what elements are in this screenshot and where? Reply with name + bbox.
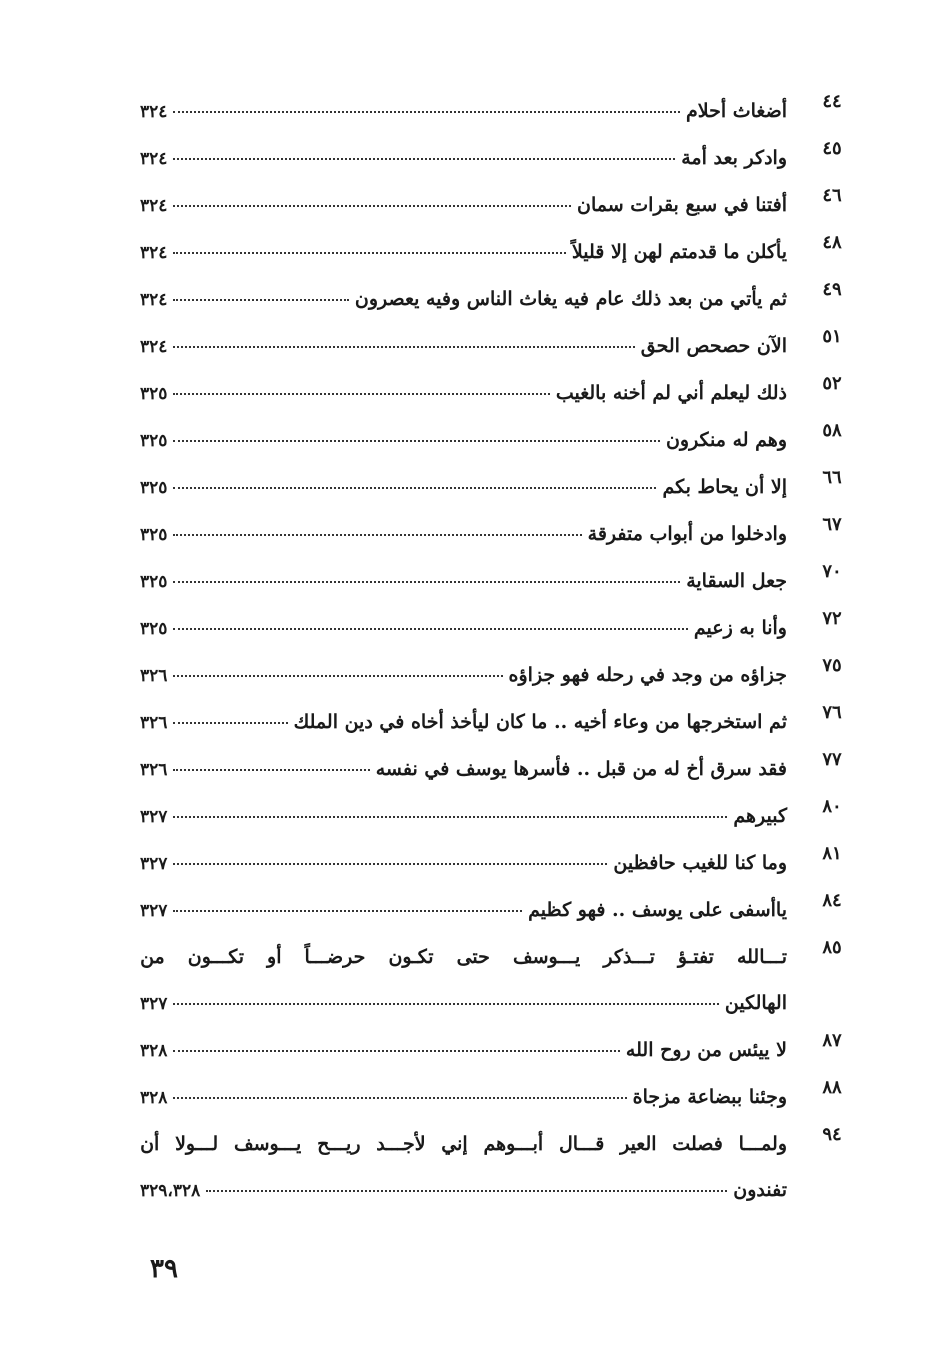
entry-title: أضغاث أحلام — [686, 100, 787, 122]
dot-leader — [173, 769, 369, 771]
entry-word: أن — [140, 1133, 160, 1155]
entry-word: أبـــوهم — [483, 1133, 544, 1155]
entry-word: تـــذكر — [603, 946, 655, 968]
verse-number: ٧٥ — [822, 655, 842, 676]
dot-leader — [173, 722, 287, 724]
page-reference: ٣٢٨ — [140, 1041, 168, 1061]
index-entry — [140, 693, 852, 740]
entry-line — [140, 887, 787, 921]
page-reference: ٣٢٧ — [140, 807, 168, 827]
entry-word: ريـــح — [317, 1133, 361, 1155]
dot-leader — [173, 1050, 620, 1052]
index-entry — [140, 552, 852, 599]
entry-line — [140, 980, 787, 1014]
entry-title: فقد سرق أخ له من قبل .. فأسرها يوسف في نفسه — [375, 758, 787, 780]
entry-line — [140, 229, 787, 263]
verse-number: ٦٦ — [822, 467, 842, 488]
index-entry — [140, 82, 852, 129]
page-reference: ٣٢٦ — [140, 760, 168, 780]
dot-leader — [206, 1190, 727, 1192]
entry-title: أفتنا في سبع بقرات سمان — [577, 194, 787, 216]
page-reference: ٣٢٧ — [140, 854, 168, 874]
entry-title: وادكر بعد أمة — [681, 147, 787, 169]
page-reference: ٣٢٥ — [140, 384, 168, 404]
dot-leader — [173, 863, 607, 865]
verse-number: ٨١ — [822, 843, 842, 864]
page-reference: ٣٢٨ — [140, 1088, 168, 1108]
entry-word: يـــوسف — [233, 1133, 302, 1155]
verse-number: ٨٥ — [822, 937, 842, 958]
dot-leader — [173, 628, 687, 630]
verse-number: ٤٨ — [822, 232, 842, 253]
entry-line — [140, 699, 787, 733]
dot-leader — [173, 205, 571, 207]
entry-word: لـــولا — [175, 1133, 219, 1155]
index-entry — [140, 317, 852, 364]
entry-word: العير — [620, 1133, 657, 1155]
page-reference: ٣٢٤ — [140, 290, 168, 310]
entry-word: ولمـــا — [738, 1133, 787, 1155]
dot-leader — [173, 346, 634, 348]
entry-line — [140, 135, 787, 169]
entry-title: وادخلوا من أبواب متفرقة — [587, 523, 787, 545]
page-reference: ٣٢٤ — [140, 149, 168, 169]
dot-leader — [173, 1097, 626, 1099]
entry-line — [140, 605, 787, 639]
entry-title-line2: الهالكين — [724, 992, 787, 1014]
page-reference: ٣٢٥ — [140, 525, 168, 545]
verse-number: ٧٠ — [822, 561, 842, 582]
entry-title: جزاؤه من وجد في رحله فهو جزاؤه — [508, 664, 787, 686]
dot-leader — [173, 534, 581, 536]
page-reference: ٣٢٥ — [140, 572, 168, 592]
entry-title: كبيرهم — [733, 805, 787, 827]
entry-title: ثم يأتي من بعد ذلك عام فيه يغاث الناس وفيه يعصرون — [354, 288, 787, 310]
entry-word: يـــوسف — [512, 946, 581, 968]
entry-title: إلا أن يحاط بكم — [662, 476, 787, 498]
verse-number: ٧٧ — [822, 749, 842, 770]
dot-leader — [173, 581, 680, 583]
entry-line — [140, 323, 787, 357]
index-entry — [140, 505, 852, 552]
entry-word: فصلت — [672, 1133, 723, 1155]
dot-leader — [173, 1003, 719, 1005]
page-reference: ٣٢٤ — [140, 337, 168, 357]
entry-line — [140, 182, 787, 216]
verse-number: ٥١ — [822, 326, 842, 347]
index-entry — [140, 364, 852, 411]
dot-leader — [173, 299, 348, 301]
page-reference: ٣٢٥ — [140, 431, 168, 451]
page-reference: ٣٢٩،٣٢٨ — [140, 1181, 201, 1201]
entry-title: لا ييئس من روح الله — [625, 1039, 787, 1061]
entry-title-line1 — [140, 1121, 787, 1155]
index-entry — [140, 881, 852, 928]
verse-number: ٨٨ — [822, 1077, 842, 1098]
dot-leader — [173, 910, 522, 912]
entry-line — [140, 558, 787, 592]
dot-leader — [173, 393, 549, 395]
page-reference: ٣٢٥ — [140, 619, 168, 639]
entry-word: من — [140, 946, 165, 968]
verse-number: ٤٩ — [822, 279, 842, 300]
entry-title-line1 — [140, 934, 787, 968]
entry-title: وجئنا ببضاعة مزجاة — [632, 1086, 787, 1108]
entry-title: وهم له منكرون — [665, 429, 787, 451]
index-entry — [140, 129, 852, 176]
entry-line — [140, 464, 787, 498]
index-entry — [140, 458, 852, 505]
verse-number: ٤٤ — [822, 91, 842, 112]
verse-number: ٤٦ — [822, 185, 842, 206]
index-entry — [140, 928, 852, 1021]
entry-line — [140, 276, 787, 310]
entry-title: وأنا به زعيم — [693, 617, 787, 639]
index-entry — [140, 740, 852, 787]
index-entry — [140, 646, 852, 693]
entry-word: تـــالله — [736, 946, 787, 968]
entry-word: قـــال — [558, 1133, 605, 1155]
index-entry — [140, 270, 852, 317]
entry-line — [140, 746, 787, 780]
entry-line — [140, 652, 787, 686]
entry-title: ثم استخرجها من وعاء أخيه .. ما كان ليأخذ أخاه في دين الملك — [293, 711, 787, 733]
page-number: ٣٩ — [150, 1254, 178, 1284]
entry-line — [140, 1074, 787, 1108]
dot-leader — [173, 816, 727, 818]
entry-title: وما كنا للغيب حافظين — [613, 852, 787, 874]
entry-line — [140, 88, 787, 122]
index-entry — [140, 787, 852, 834]
entry-word: إني — [441, 1133, 468, 1155]
entry-word: أو — [267, 946, 282, 968]
dot-leader — [173, 675, 502, 677]
entry-word: تكـون — [388, 946, 434, 968]
entry-title: الآن حصحص الحق — [640, 335, 787, 357]
verse-number: ٥٨ — [822, 420, 842, 441]
verse-number: ٧٦ — [822, 702, 842, 723]
entry-line — [140, 370, 787, 404]
verse-number: ٥٢ — [822, 373, 842, 394]
page-reference: ٣٢٤ — [140, 102, 168, 122]
entry-word: تكـــون — [187, 946, 245, 968]
entry-line — [140, 840, 787, 874]
dot-leader — [173, 158, 675, 160]
index-entry — [140, 1021, 852, 1068]
index-entries — [140, 82, 852, 1208]
page-reference: ٣٢٥ — [140, 478, 168, 498]
entry-line — [140, 511, 787, 545]
entry-word: تفتـؤ — [677, 946, 714, 968]
page-reference: ٣٢٤ — [140, 243, 168, 263]
dot-leader — [173, 440, 660, 442]
page-reference: ٣٢٧ — [140, 994, 168, 1014]
entry-word: حتى — [456, 946, 490, 968]
verse-number: ٤٥ — [822, 138, 842, 159]
index-entry — [140, 599, 852, 646]
entry-title: جعل السقاية — [686, 570, 787, 592]
page-reference: ٣٢٧ — [140, 901, 168, 921]
index-entry — [140, 176, 852, 223]
entry-title-line2: تفندون — [733, 1179, 787, 1201]
entry-title: يأكلن ما قدمتم لهن إلا قليلاً — [571, 241, 787, 263]
verse-number: ٨٠ — [822, 796, 842, 817]
entry-title: ذلك ليعلم أني لم أخنه بالغيب — [555, 382, 787, 404]
entry-line — [140, 793, 787, 827]
page-reference: ٣٢٦ — [140, 713, 168, 733]
entry-line — [140, 1167, 787, 1201]
index-entry — [140, 1115, 852, 1208]
dot-leader — [173, 252, 565, 254]
index-entry — [140, 411, 852, 458]
dot-leader — [173, 111, 680, 113]
entry-line — [140, 417, 787, 451]
index-entry — [140, 1068, 852, 1115]
verse-number: ٩٤ — [822, 1124, 842, 1145]
verse-number: ٧٢ — [822, 608, 842, 629]
index-entry — [140, 834, 852, 881]
verse-number: ٦٧ — [822, 514, 842, 535]
verse-number: ٨٤ — [822, 890, 842, 911]
dot-leader — [173, 487, 656, 489]
index-entry — [140, 223, 852, 270]
entry-title: ياأسفى على يوسف .. فهو كظيم — [528, 899, 787, 921]
entry-word: حرضـــاً — [304, 946, 366, 968]
verse-number: ٨٧ — [822, 1030, 842, 1051]
page-reference: ٣٢٦ — [140, 666, 168, 686]
page-reference: ٣٢٤ — [140, 196, 168, 216]
entry-line — [140, 1027, 787, 1061]
entry-word: لأجـــد — [376, 1133, 426, 1155]
